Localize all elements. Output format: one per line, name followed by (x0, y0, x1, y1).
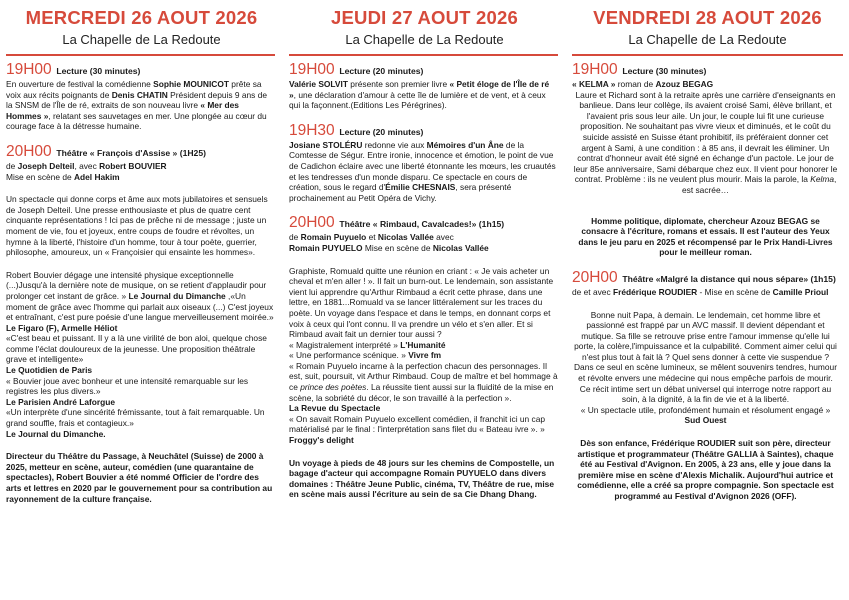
press-quote: «C'est beau et puissant. Il y a là une virilité de bon aloi, quelque chose comme l'éclat douloureux de la jeunesse. Une proposition théâtrale grave et intelligente» (6, 333, 267, 365)
press-quote: « Une performance scénique. » Vivre fm (289, 350, 442, 361)
event-label: Théâtre « François d'Assise » (1H25) (56, 147, 206, 158)
artist-bio: Directeur du Théâtre du Passage, à Neuchâtel (Suisse) de 2000 à 2025, metteur en scène, auteur, comédien (une quarantaine de spectacles), Robert Bouvier a été nommé Officier de l'ordre des arts et lettres en 2020 par le gouvernement pour sa contribution au rayonnement de la culture française. (6, 451, 273, 504)
event-header (572, 62, 839, 79)
press-quote: « Bouvier joue avec bonheur et une intensité remarquable sur les registres les plus divers.» (6, 375, 249, 397)
artist-bio: Dès son enfance, Frédérique ROUDIER suit son père, directeur artistique et programmateur (Théâtre GALLIA à Saintes), chaque été au Festival d'Avignon. En 2005, à 23 ans, elle y joue dans la première mise en scène d'Alexis Michalik. Aujourd'hui autrice et comédienne, elle a créé sa propre compagnie. Son spectacle est programmé au Festival d'Avignon 2026 (OFF). (577, 438, 834, 501)
day-title: VENDREDI 28 AOUT 2026 (593, 7, 822, 28)
event-label: Théâtre «Malgré la distance qui nous sépare» (1h15) (622, 273, 836, 284)
event-time: 19H00 (289, 61, 335, 78)
event-credits: de Joseph Delteil, avec Robert BOUVIER (6, 160, 167, 171)
event-label: Lecture (20 minutes) (339, 66, 424, 76)
event-label: Lecture (20 minutes) (339, 126, 424, 137)
day-content (566, 56, 849, 502)
event-credits: « KELMA » roman de Azouz BEGAG (572, 79, 714, 89)
press-quote: « Romain Puyuelo incarne à la perfection chacun des personnages. Il est, suit, poursuit, vit Arthur Rimbaud. Coup de maître et bel hommage à ce prince des poètes. La réussite tient aussi sur la fluidité de la mise en scène, la sobriété du décor, le son travaillé à la perfection ». (289, 360, 558, 403)
event-label: Lecture (30 minutes) (622, 66, 707, 76)
event-credits: de Romain Puyuelo et Nicolas Vallée avec (289, 232, 454, 243)
event-direction: Mise en scène de Adel Hakim (6, 171, 120, 182)
day-title: MERCREDI 26 AOUT 2026 (25, 7, 258, 28)
event-description: Valérie SOLVIT présente son premier livre « Petit éloge de l'Île de ré », une déclaration d'amour à cette île de lumière et de vent, et à ceux qui la façonnent.(Editions Les Pérégrines). (289, 79, 550, 111)
event-description: Laure et Richard sont à la retraite après une carrière d'enseignants en banlieue. Dans leur collège, ils avaient croisé Sami, élève brillant, et l'avaient pris sous leur aile. Un jour, le couple lui fit une curieuse proposition. Ne souhaitant pas vivre vieux et diminués, et le coût du suicide assisté en Suisse étant prohibitif, ils préféraient donner cet argent à Sami, à une condition : à 85 ans, il devrait les éliminer. Un contrat d'honneur avait été signé en échange d'un pactole. Le jour de leur 85e anniversaire, Sami débarque chez eux. Il vient pour honorer le contrat. Problème : ils ne veulent plus mourir. Mais la parole, la Kelma, est sacrée… (573, 89, 838, 195)
event-description: Bonne nuit Papa, à demain. Le lendemain, cet homme libre et passionné est frappé par un AVC massif. Il devient dépendant et mutique. Sa fille se retrouve prise entre l'amour immense qu'elle lui porte, la colère,l'impuissance et la culpabilité. Comment aimer celui qui n'est plus tout à fait là ? Quel sens donner à cette vie suspendue ? Dans ce seul en scène lumineux, se mêlent souvenirs tendres, humour et révolte envers une médecine qui nous empêche parfois de mourir. Ce récit intime sert un débat universel qui interroge notre rapport au soin, à la dignité, à la fin de vie et à la liberté. (573, 309, 838, 405)
press-quote: « Magistralement interprété » L'Humanité (289, 339, 446, 350)
day-content (283, 56, 566, 500)
venue-name: La Chapelle de La Redoute (345, 32, 504, 47)
event-description: En ouverture de festival la comédienne Sophie MOUNICOT prête sa voix aux récits poignants de Denis CHATIN Président depuis 9 ans de la SNSM de l'Île de ré, extraits de son nouveau livre « Mer des Hommes », relatant ses sauvetages en mer. Une plongée au cœur du courage face à la détresse humaine. (6, 79, 268, 132)
event-time: 20H00 (289, 214, 335, 232)
event-description: Josiane STOLÉRU redonne vie aux Mémoires d'un Âne de la Comtesse de Ségur. Entre ironie, innocence et émotion, le point de vue de Cadichon éclaire avec une liberté étonnante les mœurs, les cruautés et les tendresses d'un monde disparu. Ce spectacle en cours de création, sous le regard d'Émilie CHESNAIS, sera présenté prochainement au Petit Opéra de Vichy. (289, 139, 556, 203)
event-header (572, 270, 839, 287)
event-header (289, 215, 558, 232)
press-quote: «Un interprète d'une sincérité frémissante, tout à fait remarquable. Un grand souffle, frais et contagieux.» (6, 407, 265, 429)
event-header (6, 62, 275, 79)
press-quote: « Un spectacle utile, profondément humain et résolument engagé » Sud Ouest (580, 404, 831, 426)
press-quotes: Robert Bouvier dégage une intensité physique exceptionnelle (...)Jusqu'à la dernière note de musique, on se retient d'applaudir pour prolonger cet instant de grâce. » Le Journal du Dimanche ,«Un moment de grâce avec l'homme qui parlait aux oiseaux (...) C'est joyeux et entraînant, c'est pure poésie d'une langue merveilleusement moirée.» Le Figaro (F), Armelle Héliot (6, 269, 274, 333)
event-description: Graphiste, Romuald quitte une réunion en criant : « Je vais acheter un cheval et m'en aller ! ». Il fait un burn-out. Le lendemain, son assistante vient lui apprendre qu'Arthur Rimbaud a écrit cette phrase, dans une lettre, en 1881...Romuald va se lancer littéralement sur les traces du poète. Un voyage dans l'espace et dans le temps, en donnant corps et voix à ceux qui l'ont connu. Il va prendre un vélo et s'en aller. Et si Rimbaud avait fait un dernier tour aussi ? (289, 265, 554, 340)
day-column-wednesday (0, 0, 283, 600)
event-description: Un spectacle qui donne corps et âme aux mots jubilatoires et sensuels de Joseph Delteil. Une presse enthousiaste et plus de quatre cent cinquante représentations ! Ici pas de prêche ni de message ; juste un moment de vie, fou et joyeux, entre coups de foudre et révoltes, un hymne à la liberté, l'histoire d'un homme, tour à tour poète, guerrier, philosophe, amoureux, un « Françoisier qui ensainte les hommes». (6, 194, 268, 258)
press-quote: « On savait Romain Puyuelo excellent comédien, il franchit ici un cap matérialisé par le final : l'interprétation sans filet du « Bateau ivre ». » Froggy's delight (289, 413, 546, 446)
press-source: Le Quotidien de Paris (6, 365, 93, 376)
day-column-thursday (283, 0, 566, 600)
event-time: 19H00 (572, 61, 618, 78)
event-direction: Romain PUYUELO Mise en scène de Nicolas Vallée (289, 242, 489, 253)
day-column-friday (566, 0, 849, 600)
artist-bio: Homme politique, diplomate, chercheur Azouz BEGAG se consacre à l'écriture, romans et essais. Il est l'auteur des Yeux dans le jeu paru en 2025 et récompensé par le Prix Handi-Livres pour le meilleur roman. (578, 215, 833, 258)
event-label: Lecture (30 minutes) (56, 66, 141, 76)
event-header (6, 144, 275, 161)
press-source: La Revue du Spectacle (289, 403, 381, 414)
event-label: Théâtre « Rimbaud, Cavalcades!» (1h15) (339, 219, 505, 230)
event-time: 19H30 (289, 121, 335, 139)
event-time: 20H00 (6, 142, 52, 160)
day-title: JEUDI 27 AOUT 2026 (331, 7, 518, 28)
event-time: 20H00 (572, 268, 618, 286)
artist-bio: Un voyage à pieds de 48 jours sur les chemins de Compostelle, un bagage d'acteur qui accompagne Romain PUYUELO dans divers domaines : Théâtre Jeune Public, cinéma, TV, Théâtre de rue, mise en scène mais aussi l'écriture au sein de sa Cie Dhang Dhang. (289, 457, 555, 500)
event-header (289, 123, 558, 140)
day-content (0, 56, 283, 504)
event-time: 19H00 (6, 61, 52, 78)
event-header (289, 62, 558, 79)
press-source: Le Journal du Dimanche. (6, 428, 106, 439)
venue-name: La Chapelle de La Redoute (62, 32, 221, 47)
event-credits: de et avec Frédérique ROUDIER - Mise en scène de Camille Prioul (572, 286, 829, 297)
venue-name: La Chapelle de La Redoute (628, 32, 787, 47)
press-source: Le Parisien André Laforgue (6, 396, 116, 407)
